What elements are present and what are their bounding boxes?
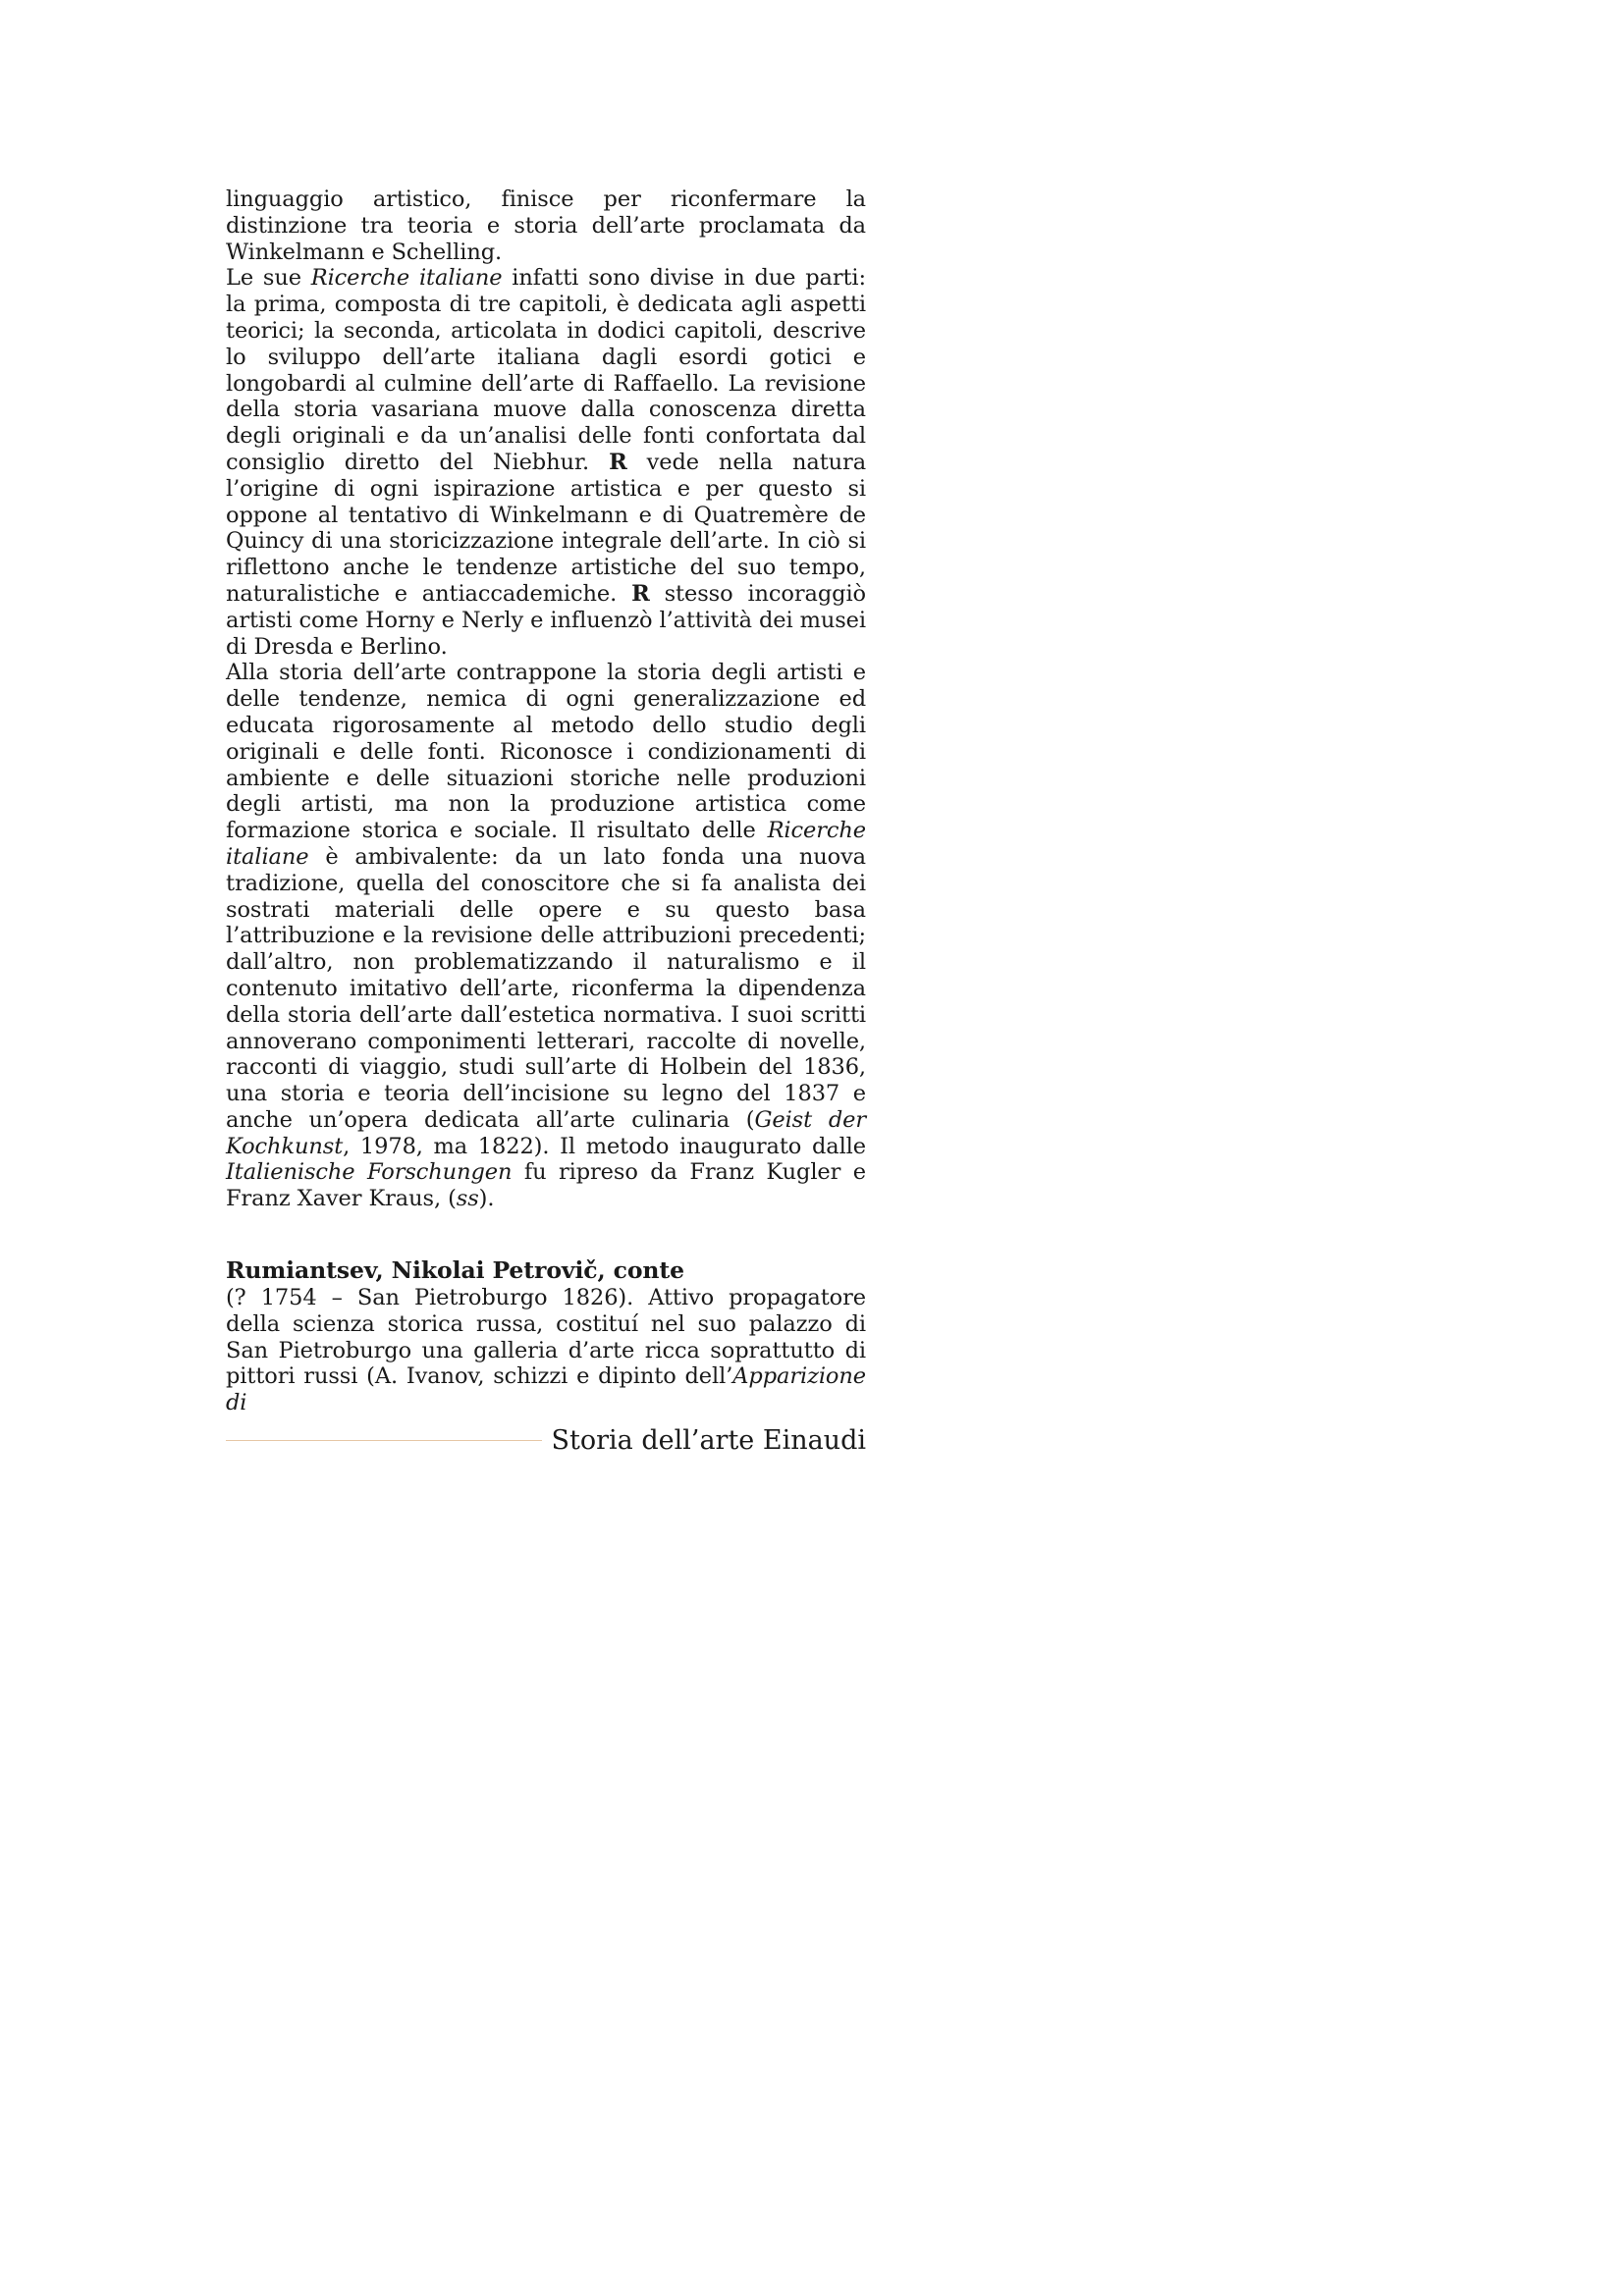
footer-rule <box>226 1440 542 1441</box>
italic-title-span: Apparizione di <box>226 1363 866 1416</box>
paragraph <box>226 187 866 265</box>
text-span: è ambivalente: da un lato fonda una nuova tradizione, quella del conoscitore che si fa analista dei sostrati materiali delle opere e su questo basa l’attribuzione e la revisione delle attribuzioni precedenti; dall’altro, non problematizzando il naturalismo e il contenuto imitativo dell’arte, riconferma la dipendenza della storia dell’arte dall’estetica normativa. I suoi scritti annoverano componimenti letterari, raccolte di novelle, racconti di viaggio, studi sull’arte di Holbein del 1836, una storia e teoria dell’incisione su legno del 1837 e anche un’opera dedicata all’arte culinaria ( <box>226 843 866 1133</box>
text-span: Le sue <box>226 265 311 292</box>
text-span: linguaggio artistico, finisce per riconfermare la distinzione tra teoria e storia dell’arte proclamata da Winkelmann e Schelling. <box>226 187 866 265</box>
paragraph <box>226 660 866 1212</box>
italic-title-span: Italienische Forschungen <box>226 1159 513 1186</box>
footer-publisher-label: Storia dell’arte Einaudi <box>551 1424 866 1456</box>
paragraph <box>226 265 866 660</box>
italic-title-span: Ricerche italiane <box>310 265 503 292</box>
text-span: fu ripreso da Franz Kugler e Franz Xaver Kraus, ( <box>226 1159 866 1212</box>
page-footer <box>226 1423 866 1457</box>
text-span: , 1978, ma 1822). Il metodo inaugurato dalle <box>343 1133 866 1159</box>
article-body <box>226 187 866 1416</box>
italic-title-span: Geist der Kochkunst <box>226 1106 866 1159</box>
text-span: vede nella natura l’origine di ogni ispirazione artistica e per questo si oppone al tentativo di Winkelmann e di Quatremère de Quincy di una storicizzazione integrale dell’arte. In ciò si riflettono anche le tendenze artistiche del suo tempo, naturalistiche e antiaccademiche. <box>226 449 867 607</box>
text-span: stesso incoraggiò artisti come Horny e Nerly e influenzò l’attività dei musei di Dresda e Berlino. <box>226 580 866 660</box>
italic-title-span: ss <box>456 1186 479 1212</box>
text-span: infatti sono divise in due parti: la prima, composta di tre capitoli, è dedicata agli aspetti teorici; la seconda, articolata in dodici capitoli, descrive lo sviluppo dell’arte italiana dagli esordi gotici e longobardi al culmine dell’arte di Raffaello. La revisione della storia vasariana muove dalla conoscenza diretta degli originali e da un’analisi delle fonti confortata dal consiglio diretto del Niebhur. <box>226 265 866 475</box>
bold-abbreviation-span: R <box>609 449 627 475</box>
text-span: Alla storia dell’arte contrappone la storia degli artisti e delle tendenze, nemica di ogni generalizzazione ed educata rigorosamente al metodo dello studio degli originali e delle fonti. Riconosce i condizionamenti di ambiente e delle situazioni storiche nelle produzioni degli artisti, ma non la produzione artistica come formazione storica e sociale. Il risultato delle <box>226 660 866 844</box>
entry-paragraph <box>226 1285 866 1416</box>
text-span: ). <box>478 1186 495 1212</box>
text-span: (? 1754 – San Pietroburgo 1826). Attivo propagatore della scienza storica russa, costituí nel suo palazzo di San Pietroburgo una galleria d’arte ricca soprattutto di pittori russi (A. Ivanov, schizzi e dipinto dell’ <box>226 1285 866 1390</box>
bold-abbreviation-span: R <box>631 580 650 607</box>
italic-title-span: Ricerche italiane <box>226 818 866 870</box>
entry-heading: Rumiantsev, Nikolai Petrovič, conte <box>226 1256 685 1285</box>
